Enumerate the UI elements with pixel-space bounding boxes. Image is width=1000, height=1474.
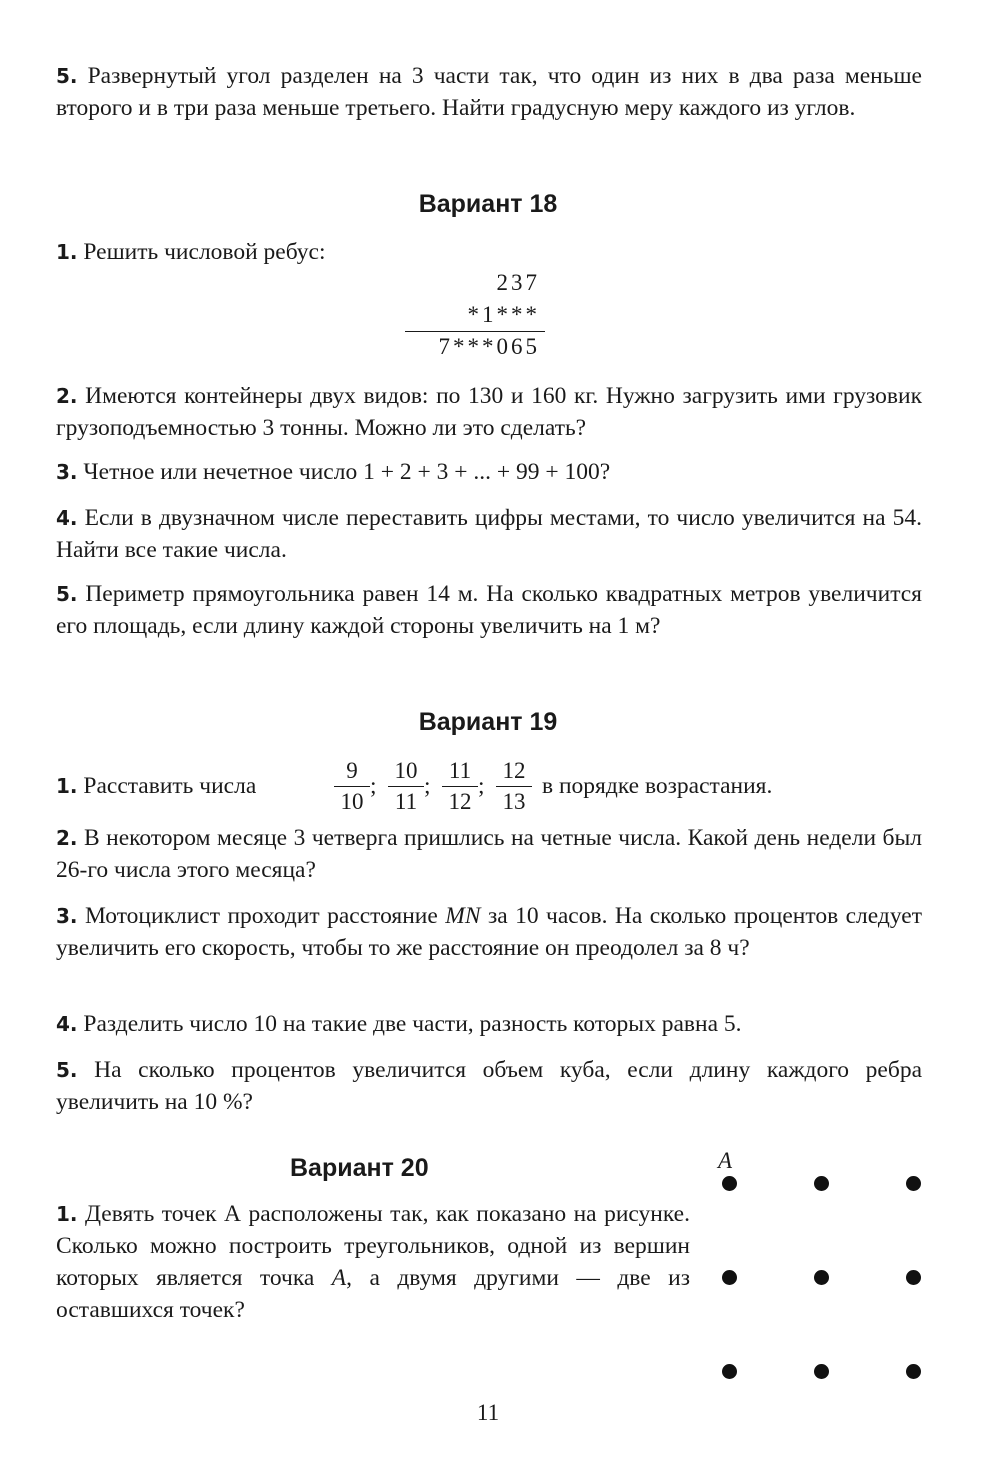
task-text: Решить числовой ребус: [77, 239, 326, 265]
v18-task-1 [56, 236, 922, 268]
v19-task-4 [56, 1008, 922, 1040]
variant-20-title: Вариант 20 [290, 1154, 429, 1182]
task-number: 1. [56, 240, 78, 264]
point-a-label: A [718, 1148, 733, 1173]
task-number: 2. [56, 384, 78, 408]
variant-18-title: Вариант 18 [418, 190, 558, 218]
task-text-after: в порядке возрастания. [542, 773, 773, 799]
dot [814, 1270, 829, 1285]
fraction-4: 12 13 [494, 758, 534, 815]
task-number: 5. [56, 1058, 78, 1082]
fraction-2: 10 11 [386, 758, 426, 815]
var-a: A [331, 1265, 347, 1291]
page-number: 11 [476, 1400, 500, 1425]
dot [814, 1176, 829, 1191]
task-text: Четное или нечетное число 1 + 2 + 3 + ... + 99 + 100? [77, 459, 611, 485]
task-text: Развернутый угол разделен на 3 части так, что один из них в два раза меньше второго и в три раза меньше третьего. Найти градусную меру каждого из углов. [56, 63, 922, 121]
v18-task-5 [56, 578, 922, 642]
v19-task-5 [56, 1054, 922, 1118]
variant-19-title: Вариант 19 [418, 708, 558, 736]
rebus-line-1: 237 [496, 270, 540, 295]
task-text: Имеются контейнеры двух видов: по 130 и 160 кг. Нужно загрузить ими грузовик грузоподъемностью 3 тонны. Можно ли это сделать? [56, 383, 922, 441]
dot [722, 1270, 737, 1285]
task-text: Если в двузначном числе переставить цифры местами, то число увеличится на 54. Найти все такие числа. [56, 505, 922, 563]
v20-task-1: 1. Девять точек А расположены так, как показано на рисунке. Сколько можно построить треугольников, одной из вершин которых является точка A, а двумя другими — две из оставшихся точек? [56, 1201, 690, 1323]
rebus-line-2: *1*** [467, 302, 540, 327]
v18-task-4 [56, 502, 922, 566]
dot [906, 1364, 921, 1379]
dot [722, 1364, 737, 1379]
separator: ; [424, 773, 431, 799]
v19-task-2 [56, 822, 922, 886]
task-number: 2. [56, 826, 78, 850]
task-text: На сколько процентов увеличится объем куба, если длину каждого ребра увеличить на 10 %? [56, 1057, 922, 1115]
task-5-prev [56, 60, 922, 124]
v18-task-2 [56, 380, 922, 444]
separator: ; [370, 773, 377, 799]
dot [814, 1364, 829, 1379]
task-number: 3. [56, 460, 78, 484]
v18-task-3 [56, 456, 922, 488]
task-text: В некотором месяце 3 четверга пришлись на четные числа. Какой день недели был 26-го числа этого месяца? [56, 825, 922, 883]
task-number: 5. [56, 64, 78, 88]
task-number: 1. [56, 774, 78, 798]
dot [906, 1270, 921, 1285]
separator: ; [478, 773, 485, 799]
fraction-1: 9 10 [332, 758, 372, 815]
task-number: 3. [56, 904, 78, 928]
task-text: Расставить числа [77, 773, 257, 799]
rebus-rule [405, 331, 545, 332]
var-mn: MN [445, 903, 481, 929]
task-number: 4. [56, 1012, 78, 1036]
rebus-line-3: 7***065 [438, 334, 540, 359]
dot [722, 1176, 737, 1191]
task-text: Периметр прямоугольника равен 14 м. На сколько квадратных метров увеличится его площадь, если длину каждой стороны увеличить на 1 м? [56, 581, 922, 639]
task-text: Разделить число 10 на такие две части, разность которых равна 5. [77, 1011, 742, 1037]
task-number: 4. [56, 506, 78, 530]
dot [906, 1176, 921, 1191]
v19-task-3: 3. Мотоциклист проходит расстояние MN за 10 часов. На сколько процентов следует увеличить его скорость, чтобы то же расстояние он преодолел за 8 ч? [56, 903, 922, 961]
task-number: 5. [56, 582, 78, 606]
fraction-3: 11 12 [440, 758, 480, 815]
task-number: 1. [56, 1202, 78, 1226]
